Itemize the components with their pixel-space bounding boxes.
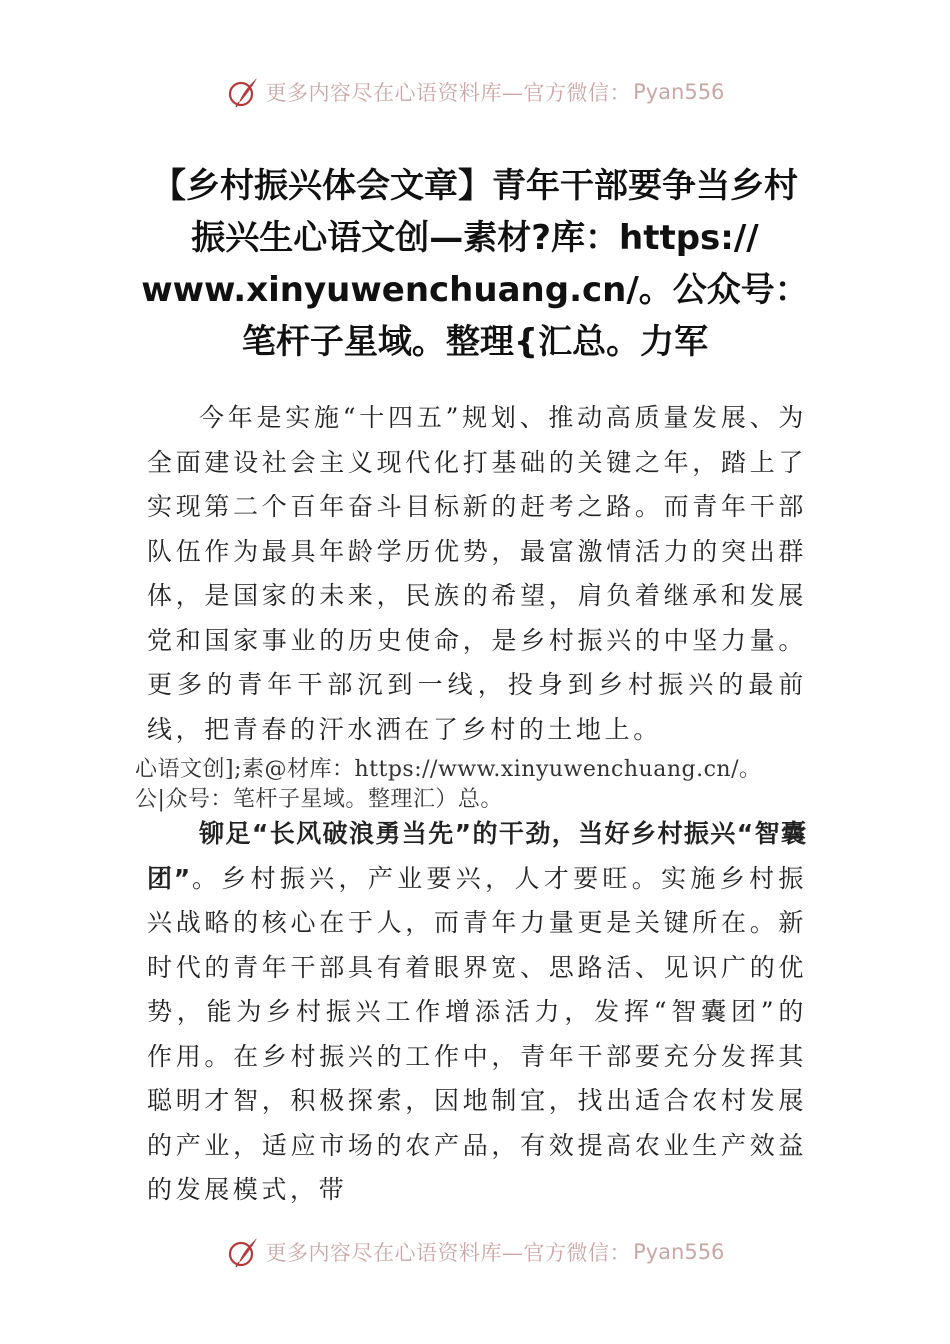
source-line-1: 心语文创];素@材库：https://www.xinyuwenchuang.cn/。: [135, 757, 762, 782]
banner-text: 更多内容尽在心语资料库—官方微信：: [265, 81, 632, 105]
paragraph-2-text: 。乡村振兴，产业要兴，人才要旺。实施乡村振兴战略的核心在于人，而青年力量更是关键所在。新时代的青年干部具有着眼界宽、思路活、见识广的优势，能为乡村振兴工作增添活力，发挥“智囊团”的作用。在乡村振兴的工作中，青年干部要充分发挥其聪明才智，积极探索，因地制宜，找出适合农村发展的产业，适应市场的农产品，有效提高农业生产效益的发展模式，带: [147, 863, 807, 1204]
banner-text: 更多内容尽在心语资料库—官方微信：: [265, 1241, 632, 1265]
banner-wechat-id: Pyan556: [633, 80, 725, 104]
body-section-1: [147, 396, 807, 752]
quill-logo-icon: [226, 1235, 260, 1269]
title-line: 【乡村振兴体会文章】青年干部要争当乡村: [152, 166, 798, 206]
title-line: www.xinyuwenchuang.cn/。公众号：: [141, 270, 809, 310]
source-note: [135, 755, 855, 815]
title-line: 笔杆子星域。整理{汇总。力军: [241, 322, 709, 362]
body-section-2: [147, 812, 807, 1213]
banner-wechat-id: Pyan556: [633, 1240, 725, 1264]
document-title: [100, 160, 850, 368]
title-line: 振兴生心语文创—素材?库：https://: [191, 218, 759, 258]
header-banner: [0, 72, 950, 112]
paragraph-2-lead: 铆足“长风破浪勇当先”的干劲，当好乡村振兴“智囊团”: [147, 819, 807, 893]
paragraph-2: [147, 812, 807, 1213]
paragraph-1: 今年是实施“十四五”规划、推动高质量发展、为全面建设社会主义现代化打基础的关键之年，踏上了实现第二个百年奋斗目标新的赶考之路。而青年干部队伍作为最具年龄学历优势，最富激情活力的突出群体，是国家的未来，民族的希望，肩负着继承和发展党和国家事业的历史使命，是乡村振兴的中坚力量。更多的青年干部沉到一线，投身到乡村振兴的最前线，把青春的汗水洒在了乡村的土地上。: [147, 403, 807, 744]
footer-banner: [0, 1232, 950, 1272]
quill-logo-icon: [226, 75, 260, 109]
source-line-2: 公|众号：笔杆子星域。整理汇）总。: [135, 787, 503, 812]
